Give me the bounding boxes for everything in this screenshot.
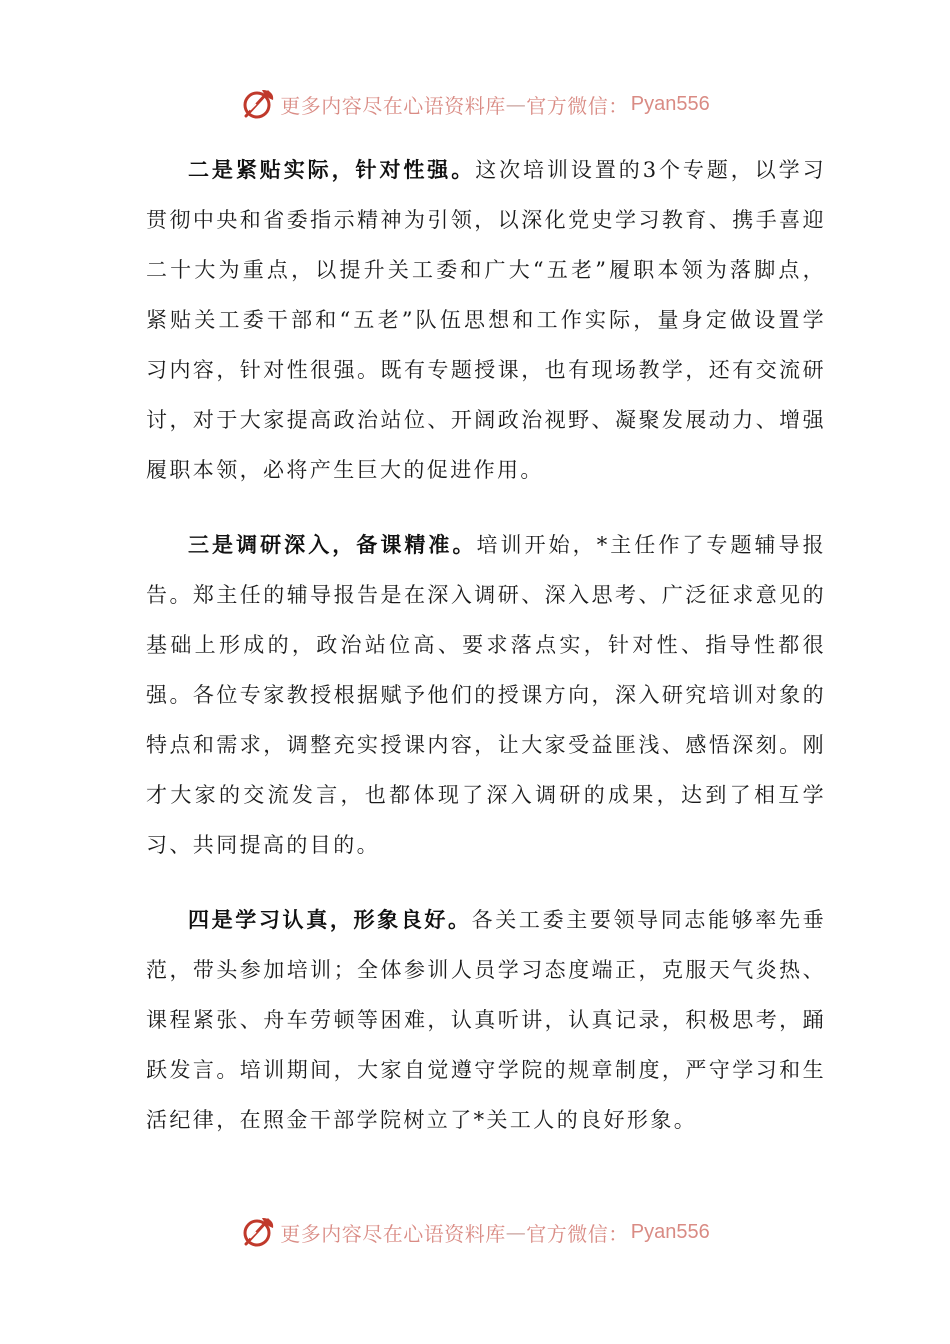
watermark-account: Pyan556: [630, 1220, 710, 1243]
watermark-account-label: 官方微信：: [526, 93, 629, 118]
paragraph-2: [146, 145, 826, 495]
paragraph-3: [146, 520, 826, 870]
paragraph-lead: 三是调研深入，备课精准。: [188, 532, 477, 557]
paragraph-lead: 二是紧贴实际，针对性强。: [188, 157, 476, 182]
paragraph-body: 培训开始，*主任作了专题辅导报告。郑主任的辅导报告是在深入调研、深入思考、广泛征求意见的基础上形成的，政治站位高、要求落点实，针对性、指导性都很强。各位专家教授根据赋予他们的授课方向，深入研究培训对象的特点和需求，调整充实授课内容，让大家受益匪浅、感悟深刻。刚才大家的交流发言，也都体现了深入调研的成果，达到了相互学习、共同提高的目的。: [146, 533, 826, 857]
paragraph-body: 这次培训设置的3个专题，以学习贯彻中央和省委指示精神为引领，以深化党史学习教育、携手喜迎二十大为重点，以提升关工委和广大“五老”履职本领为落脚点，紧贴关工委干部和“五老”队伍思想和工作实际，量身定做设置学习内容，针对性很强。既有专题授课，也有现场教学，还有交流研讨，对于大家提高政治站位、开阔政治视野、凝聚发展动力、增强履职本领，必将产生巨大的促进作用。: [146, 158, 826, 482]
footer-watermark: [0, 1212, 950, 1252]
watermark-account: Pyan556: [630, 92, 710, 115]
paragraph-lead: 四是学习认真，形象良好。: [188, 907, 472, 932]
quill-logo-icon: [240, 1214, 276, 1250]
watermark-account-label: 官方微信：: [526, 1221, 629, 1246]
watermark-text: 更多内容尽在心语资料库: [280, 1221, 506, 1246]
document-body: [146, 145, 826, 1170]
quill-logo-icon: [240, 86, 276, 122]
paragraph-4: [146, 895, 826, 1145]
watermark-text: 更多内容尽在心语资料库: [280, 93, 506, 118]
watermark-separator: —: [505, 1220, 527, 1244]
paragraph-body: 各关工委主要领导同志能够率先垂范，带头参加培训；全体参训人员学习态度端正，克服天气炎热、课程紧张、舟车劳顿等困难，认真听讲，认真记录，积极思考，踊跃发言。培训期间，大家自觉遵守学院的规章制度，严守学习和生活纪律，在照金干部学院树立了*关工人的良好形象。: [146, 908, 826, 1132]
header-watermark: [0, 84, 950, 124]
watermark-separator: —: [505, 92, 527, 116]
